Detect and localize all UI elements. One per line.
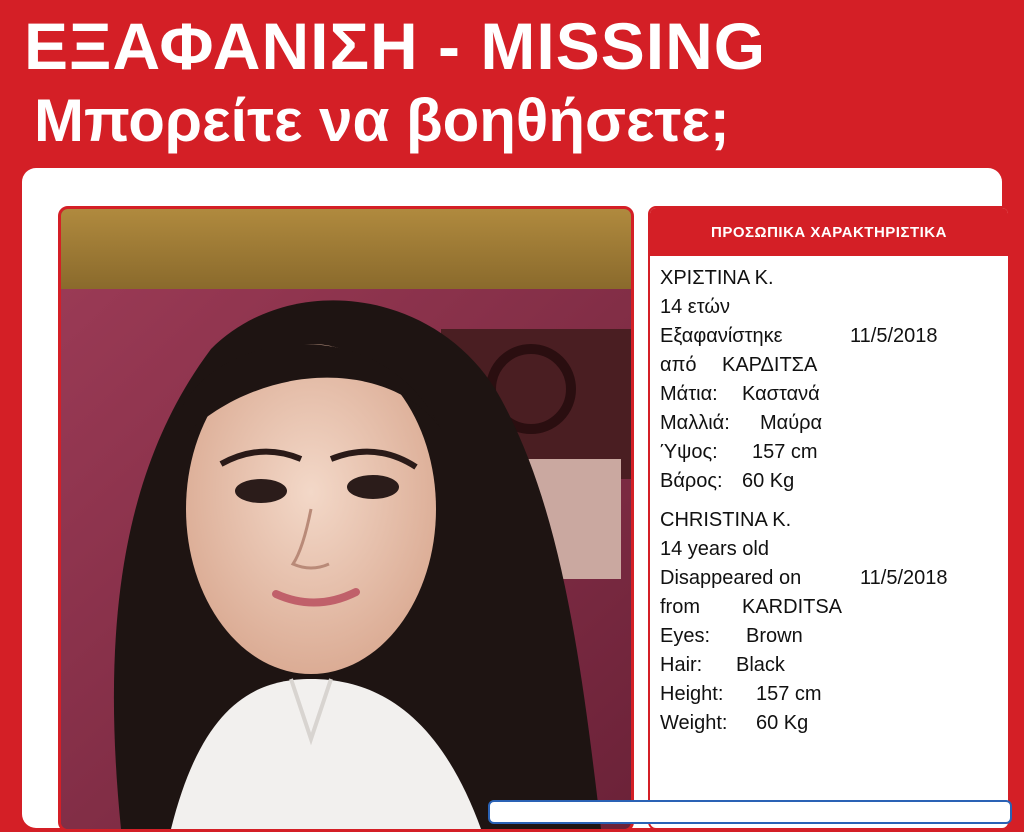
greek-weight-label: Βάρος:: [660, 470, 723, 492]
greek-age: 14 ετών: [660, 296, 730, 318]
english-height-label: Height:: [660, 683, 724, 705]
english-height-value: 157 cm: [756, 683, 822, 705]
greek-hair-value: Μαύρα: [760, 412, 823, 434]
greek-hair-row: [660, 409, 1008, 438]
english-age: 14 years old: [660, 538, 769, 560]
greek-height-value: 157 cm: [752, 441, 818, 463]
greek-disappeared-row: [660, 322, 1008, 351]
english-hair-row: [660, 651, 1008, 680]
english-from-label: from: [660, 596, 700, 618]
photo-illustration: [61, 209, 631, 829]
english-disappeared-label: Disappeared on: [660, 567, 802, 589]
poster-title: ΕΞΑΦΑΝΙΣΗ - MISSING: [24, 9, 767, 83]
personal-details-heading: ΠΡΟΣΩΠΙΚΑ ΧΑΡΑΚΤΗΡΙΣΤΙΚΑ: [650, 208, 1008, 256]
greek-from-row: [660, 351, 1008, 380]
greek-hair-label: Μαλλιά:: [660, 412, 730, 434]
poster-header: [0, 0, 1024, 168]
english-disappeared-date: 11/5/2018: [860, 567, 948, 589]
english-from-value: KARDITSA: [742, 596, 843, 618]
english-eyes-value: Brown: [746, 625, 803, 647]
greek-height-row: [660, 438, 1008, 467]
english-eyes-row: [660, 622, 1008, 651]
english-weight-row: [660, 709, 1008, 738]
greek-eyes-value: Καστανά: [742, 383, 820, 405]
english-disappeared-row: [660, 564, 1008, 593]
english-hair-value: Black: [736, 654, 785, 676]
greek-name: ΧΡΙΣΤΙΝΑ Κ.: [660, 267, 774, 289]
personal-details-panel: [648, 206, 1010, 830]
english-height-row: [660, 680, 1008, 709]
english-weight-value: 60 Kg: [756, 712, 809, 734]
greek-disappeared-date: 11/5/2018: [850, 325, 938, 347]
greek-height-label: Ύψος:: [660, 441, 718, 463]
english-weight-label: Weight:: [660, 712, 728, 734]
greek-disappeared-label: Εξαφανίστηκε: [660, 325, 783, 347]
poster-subtitle: Μπορείτε να βοηθήσετε;: [34, 87, 730, 154]
greek-eyes-label: Μάτια:: [660, 383, 718, 405]
missing-person-photo: [58, 206, 634, 832]
english-name: CHRISTINA K.: [660, 509, 792, 531]
greek-eyes-row: [660, 380, 1008, 409]
english-eyes-label: Eyes:: [660, 625, 711, 647]
english-hair-label: Hair:: [660, 654, 703, 676]
greek-weight-value: 60 Kg: [742, 470, 795, 492]
greek-from-value: ΚΑΡΔΙΤΣΑ: [722, 354, 818, 376]
contact-box: [488, 800, 1012, 824]
greek-weight-row: [660, 467, 1008, 496]
greek-from-label: από: [660, 354, 697, 376]
english-from-row: [660, 593, 1008, 622]
